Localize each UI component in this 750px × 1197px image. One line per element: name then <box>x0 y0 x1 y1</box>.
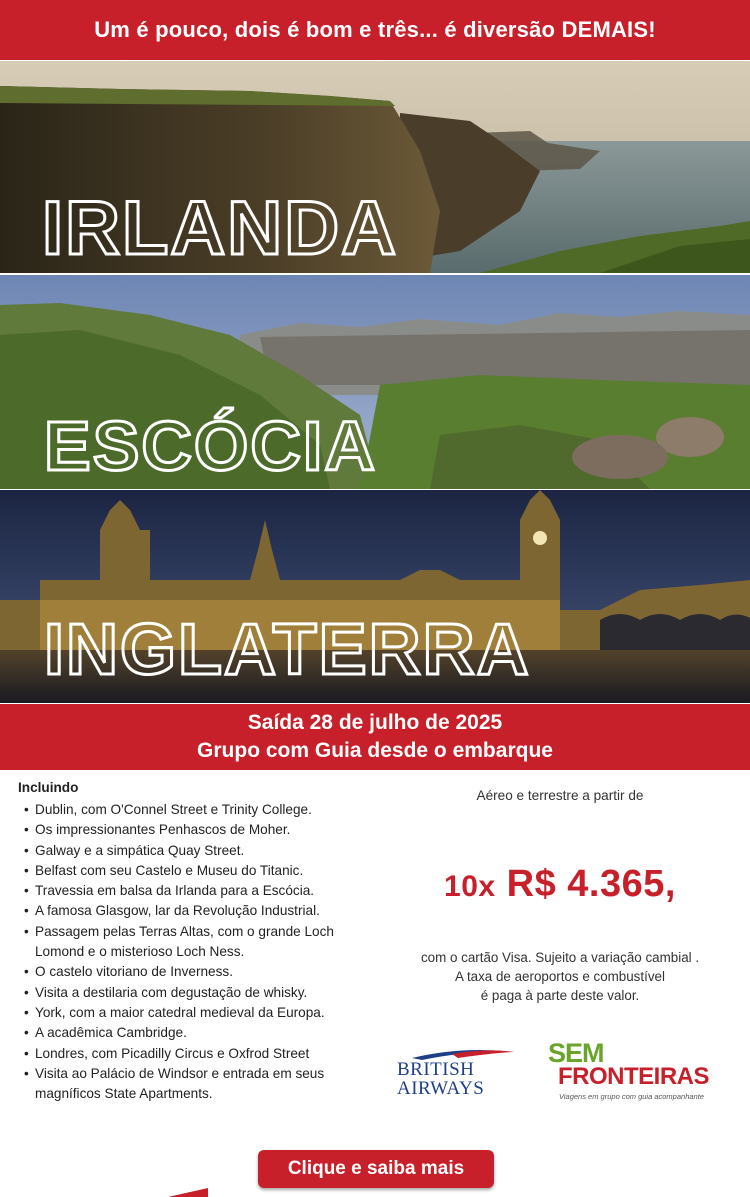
price-notes <box>380 948 740 1005</box>
list-item: • Belfast com seu Castelo e Museu do Titanic. <box>24 861 378 881</box>
list-item: • A acadêmica Cambridge. <box>24 1023 378 1043</box>
price-intro: Aéreo e terrestre a partir de <box>476 788 644 803</box>
list-item: • Visita a destilaria com degustação de whisky. <box>24 983 378 1003</box>
learn-more-button[interactable]: Clique e saiba mais <box>258 1150 494 1188</box>
list-item: • Dublin, com O'Connel Street e Trinity College. <box>24 800 378 820</box>
includes-title: Incluindo <box>18 780 79 795</box>
british-airways-logo <box>392 1042 522 1102</box>
price-installments: 10x <box>444 870 496 903</box>
list-item: • O castelo vitoriano de Inverness. <box>24 962 378 982</box>
destination-scotland: ESCÓCIA <box>44 407 377 485</box>
decorative-swoosh-icon <box>168 1188 208 1197</box>
includes-list <box>18 780 378 1104</box>
list-item: • Travessia em balsa da Irlanda para a Escócia. <box>24 881 378 901</box>
ireland-photo <box>0 61 750 273</box>
agency-tagline: Viagens em grupo com guia acompanhante <box>559 1092 704 1101</box>
departure-date: Saída 28 de julho de 2025 <box>247 711 503 734</box>
price-note-card: com o cartão Visa. Sujeito a variação cambial . <box>420 950 700 965</box>
list-item: • Galway e a simpática Quay Street. <box>24 841 378 861</box>
guide-info: Grupo com Guia desde o embarque <box>197 739 553 762</box>
agency-name-line2: FRONTEIRAS <box>558 1063 709 1090</box>
airline-name-line2: AIRWAYS <box>397 1078 485 1099</box>
price-value <box>380 863 740 906</box>
list-item: • York, com a maior catedral medieval da Europa. <box>24 1003 378 1023</box>
departure-banner <box>0 704 750 770</box>
list-item: • Londres, com Picadilly Circus e Oxfrod Street <box>24 1044 378 1064</box>
airline-name-line1: BRITISH <box>397 1059 475 1080</box>
england-photo <box>0 490 750 703</box>
agency-name-line1: SEM <box>548 1038 604 1068</box>
price-amount: R$ 4.365, <box>506 863 676 905</box>
list-item: • Os impressionantes Penhascos de Moher. <box>24 820 378 840</box>
sem-fronteiras-logo <box>548 1040 708 1106</box>
list-item: • A famosa Glasgow, lar da Revolução Industrial. <box>24 901 378 921</box>
scotland-photo <box>0 275 750 489</box>
destination-ireland: IRLANDA <box>42 186 398 271</box>
list-item: • Visita ao Palácio de Windsor e entrada em seus magníficos State Apartments. <box>24 1064 378 1105</box>
price-note-extra: é paga à parte deste valor. <box>480 988 640 1003</box>
list-item: • Passagem pelas Terras Altas, com o grande Loch Lomond e o misterioso Loch Ness. <box>24 922 378 963</box>
header-tagline: Um é pouco, dois é bom e três... é diversão DEMAIS! <box>0 0 750 60</box>
destination-england: INGLATERRA <box>44 610 531 690</box>
price-note-fees: A taxa de aeroportos e combustível <box>455 969 665 984</box>
price-block <box>380 780 740 1005</box>
